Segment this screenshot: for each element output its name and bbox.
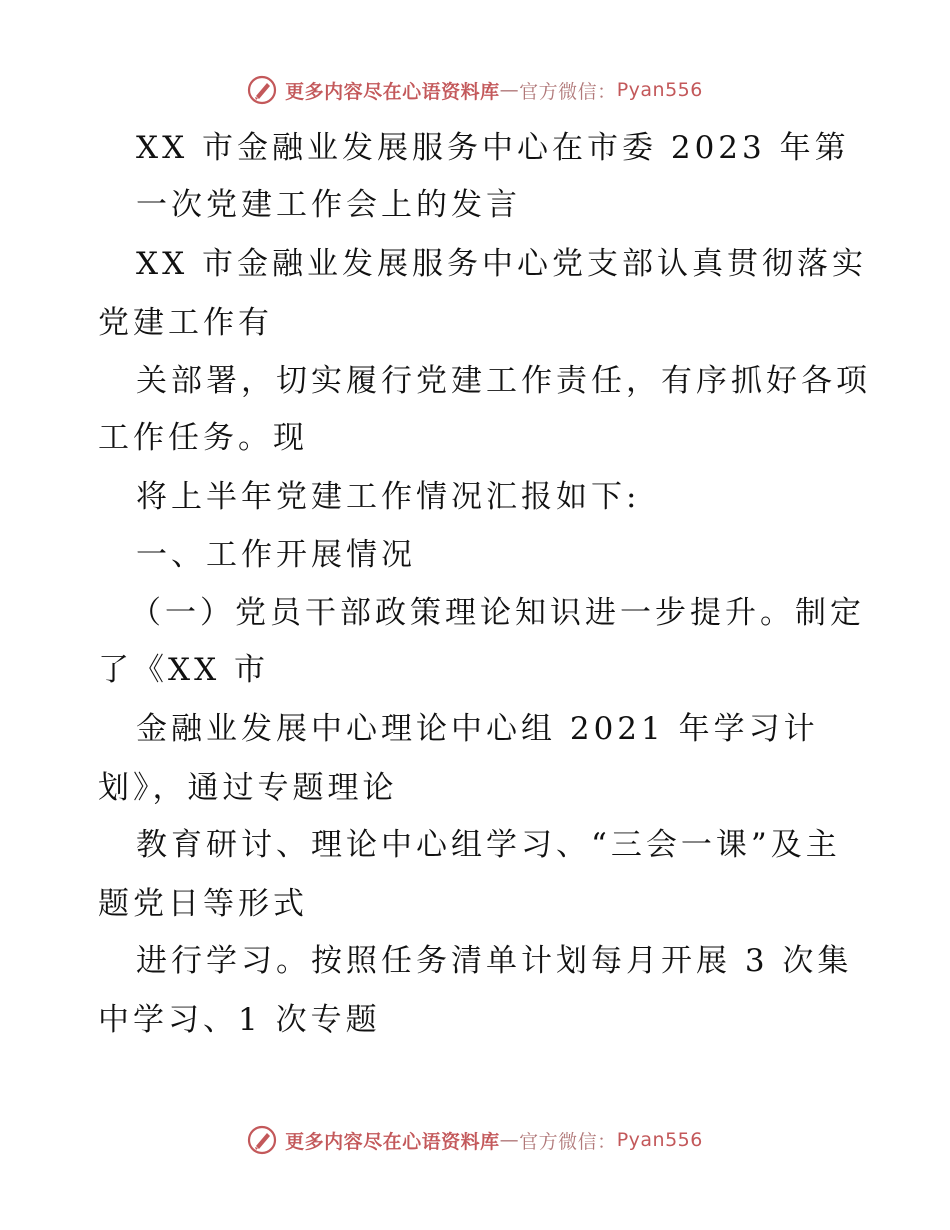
- title-line-1: XX 市金融业发展服务中心在市委 2023 年第: [136, 130, 850, 166]
- paragraph-line: 将上半年党建工作情况汇报如下:: [136, 479, 641, 515]
- paragraph-line: 了《XX 市: [98, 652, 269, 688]
- logo-icon: [247, 1125, 277, 1155]
- watermark-text: 更多内容尽在心语资料库: [285, 1130, 500, 1153]
- watermark-official-label: 官方微信：: [519, 1130, 617, 1153]
- title-line-2: 一次党建工作会上的发言: [136, 187, 521, 223]
- watermark-header: [0, 70, 950, 110]
- paragraph-line: 金融业发展中心理论中心组 2021 年学习计: [136, 711, 819, 747]
- watermark-dash: —: [499, 1129, 520, 1151]
- watermark-official-label: 官方微信：: [519, 80, 617, 103]
- paragraph-line: 题党日等形式: [98, 886, 308, 922]
- paragraph-line: 党建工作有: [98, 305, 273, 341]
- logo-icon: [247, 75, 277, 105]
- section-heading: 一、工作开展情况: [136, 537, 416, 573]
- paragraph-line: 工作任务。现: [98, 420, 308, 456]
- paragraph-line: 进行学习。按照任务清单计划每月开展 3 次集: [136, 943, 853, 979]
- subsection-heading: （一）党员干部政策理论知识进一步提升。制定: [130, 595, 865, 631]
- watermark-wechat-id: Pyan556: [616, 1129, 703, 1151]
- paragraph-line: 关部署，切实履行党建工作责任，有序抓好各项: [136, 363, 871, 399]
- paragraph-line: 中学习、1 次专题: [98, 1002, 381, 1038]
- paragraph-line: 划》，通过专题理论: [98, 770, 398, 806]
- watermark-wechat-id: Pyan556: [616, 79, 703, 101]
- paragraph-line: 教育研讨、理论中心组学习、“三会一课”及主: [136, 827, 841, 863]
- paragraph-line: XX 市金融业发展服务中心党支部认真贯彻落实: [136, 246, 867, 282]
- watermark-text: 更多内容尽在心语资料库: [285, 80, 500, 103]
- watermark-dash: —: [499, 79, 520, 101]
- watermark-footer: [0, 1120, 950, 1160]
